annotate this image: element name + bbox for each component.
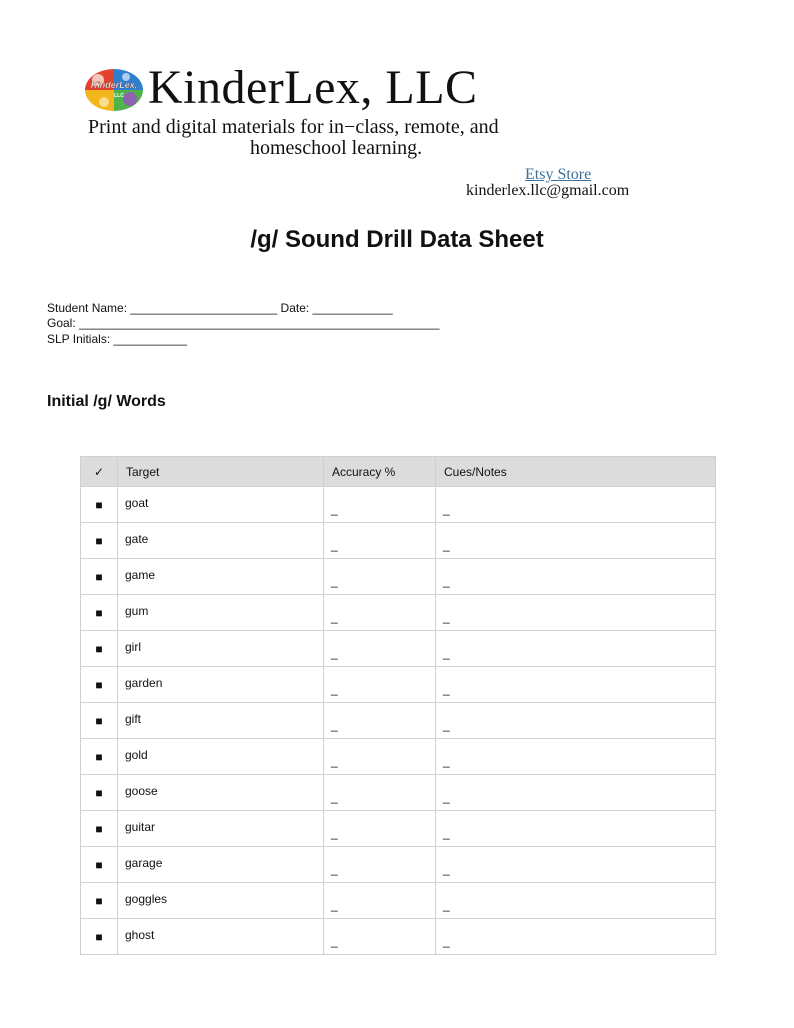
student-name-date-field[interactable]: Student Name: ______________________ Date: ____________ — [47, 301, 393, 315]
target-word: game — [118, 559, 324, 595]
table-header-row — [81, 457, 716, 487]
accuracy-cell[interactable]: _ — [324, 595, 436, 631]
accuracy-cell[interactable]: _ — [324, 739, 436, 775]
table-row — [81, 739, 716, 775]
notes-cell[interactable]: _ — [436, 847, 716, 883]
header-check: ✓ — [81, 457, 118, 487]
row-checkbox[interactable]: ■ — [81, 739, 118, 775]
target-word: girl — [118, 631, 324, 667]
accuracy-cell[interactable]: _ — [324, 919, 436, 955]
notes-cell[interactable]: _ — [436, 703, 716, 739]
row-checkbox[interactable]: ■ — [81, 811, 118, 847]
accuracy-cell[interactable]: _ — [324, 775, 436, 811]
header-accuracy: Accuracy % — [324, 457, 436, 487]
table-row — [81, 919, 716, 955]
accuracy-cell[interactable]: _ — [324, 523, 436, 559]
row-checkbox[interactable]: ■ — [81, 775, 118, 811]
table-row — [81, 559, 716, 595]
contact-email: kinderlex.llc@gmail.com — [466, 182, 630, 199]
target-word: gold — [118, 739, 324, 775]
accuracy-cell[interactable]: _ — [324, 703, 436, 739]
table-row — [81, 523, 716, 559]
notes-cell[interactable]: _ — [436, 739, 716, 775]
header-cues-notes: Cues/Notes — [436, 457, 716, 487]
target-word: gift — [118, 703, 324, 739]
accuracy-cell[interactable]: _ — [324, 667, 436, 703]
target-word: goggles — [118, 883, 324, 919]
row-checkbox[interactable]: ■ — [81, 847, 118, 883]
target-word: goose — [118, 775, 324, 811]
notes-cell[interactable]: _ — [436, 523, 716, 559]
target-word: gate — [118, 523, 324, 559]
notes-cell[interactable]: _ — [436, 667, 716, 703]
row-checkbox[interactable]: ■ — [81, 595, 118, 631]
etsy-store-link[interactable]: Etsy Store — [525, 166, 592, 183]
target-word: ghost — [118, 919, 324, 955]
tagline-line-1: Print and digital materials for in−class, remote, and — [88, 116, 499, 138]
notes-cell[interactable]: _ — [436, 883, 716, 919]
row-checkbox[interactable]: ■ — [81, 631, 118, 667]
section-title: Initial /g/ Words — [47, 393, 166, 410]
table-row — [81, 775, 716, 811]
row-checkbox[interactable]: ■ — [81, 919, 118, 955]
notes-cell[interactable]: _ — [436, 775, 716, 811]
accuracy-cell[interactable]: _ — [324, 487, 436, 523]
row-checkbox[interactable]: ■ — [81, 523, 118, 559]
target-word: garage — [118, 847, 324, 883]
data-table — [80, 456, 716, 955]
table-row — [81, 811, 716, 847]
brand-name: KinderLex, LLC — [148, 61, 478, 114]
target-word: goat — [118, 487, 324, 523]
notes-cell[interactable]: _ — [436, 487, 716, 523]
header-target: Target — [118, 457, 324, 487]
accuracy-cell[interactable]: _ — [324, 811, 436, 847]
notes-cell[interactable]: _ — [436, 811, 716, 847]
table-row — [81, 631, 716, 667]
table-row — [81, 595, 716, 631]
accuracy-cell[interactable]: _ — [324, 847, 436, 883]
notes-cell[interactable]: _ — [436, 595, 716, 631]
tagline-line-2: homeschool learning. — [250, 137, 423, 159]
kinderlex-logo — [84, 68, 144, 112]
row-checkbox[interactable]: ■ — [81, 703, 118, 739]
notes-cell[interactable]: _ — [436, 559, 716, 595]
table-row — [81, 703, 716, 739]
target-word: gum — [118, 595, 324, 631]
slp-initials-field[interactable]: SLP Initials: ___________ — [47, 332, 187, 346]
table-row — [81, 667, 716, 703]
accuracy-cell[interactable]: _ — [324, 631, 436, 667]
svg-text:KinderLex,: KinderLex, — [90, 80, 138, 90]
goal-field[interactable]: Goal: ______________________________________________________ — [47, 316, 440, 330]
table-row — [81, 883, 716, 919]
table-row — [81, 487, 716, 523]
target-word: guitar — [118, 811, 324, 847]
svg-text:LLC: LLC — [114, 93, 124, 99]
accuracy-cell[interactable]: _ — [324, 883, 436, 919]
row-checkbox[interactable]: ■ — [81, 559, 118, 595]
notes-cell[interactable]: _ — [436, 919, 716, 955]
row-checkbox[interactable]: ■ — [81, 667, 118, 703]
table-row — [81, 847, 716, 883]
notes-cell[interactable]: _ — [436, 631, 716, 667]
row-checkbox[interactable]: ■ — [81, 487, 118, 523]
accuracy-cell[interactable]: _ — [324, 559, 436, 595]
row-checkbox[interactable]: ■ — [81, 883, 118, 919]
target-word: garden — [118, 667, 324, 703]
page-title: /g/ Sound Drill Data Sheet — [250, 226, 544, 253]
